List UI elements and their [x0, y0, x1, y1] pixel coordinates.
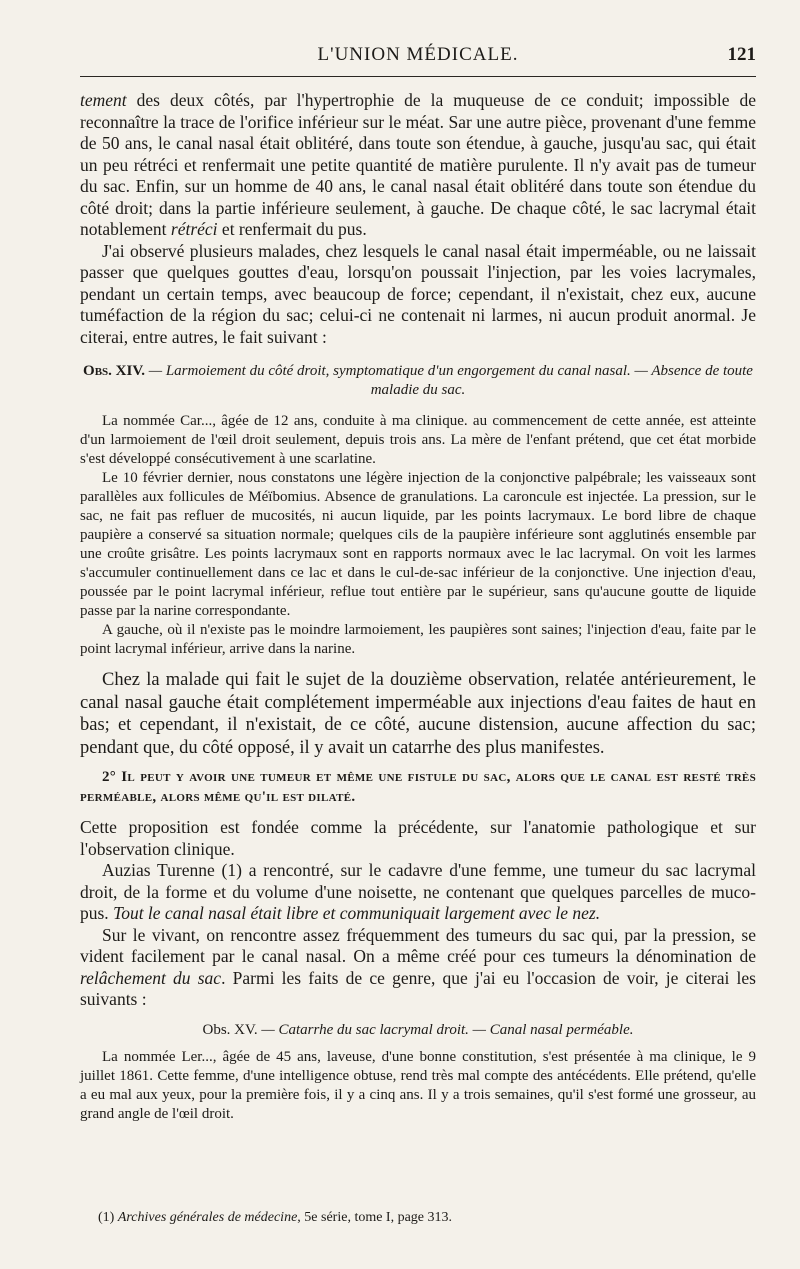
paragraph-4: Cette proposition est fondée comme la précédente, sur l'anatomie pathologique et sur l'observation clinique.	[80, 817, 756, 859]
observation-15-para: La nommée Ler..., âgée de 45 ans, laveuse, d'une bonne constitution, s'est présentée à ma clinique, le 9 juillet 1861. Cette femme, d'une intelligence obtuse, rend très mal compte des antécédents. Elle prétend, qu'elle a eu mal aux yeux, pour la première fois, il y a cinq ans. Il y a trois semaines, qu'il s'est formé une grosseur, au grand angle de l'œil droit.	[80, 1048, 756, 1122]
page-body	[80, 90, 756, 1124]
paragraph-1-tail: et renfermait du pus.	[217, 219, 367, 239]
paragraph-3: Chez la malade qui fait le sujet de la douzième observation, relatée antérieurement, le canal nasal gauche était complétement imperméable aux injections d'eau faites de haut en bas; et cependant, il n'existait, de ce côté, aucune distension, aucune affection du sac; pendant que, du côté opposé, il y avait un catarrhe des plus manifestes.	[80, 670, 756, 758]
paragraph-2: J'ai observé plusieurs malades, chez lesquels le canal nasal était imperméable, ou ne laissait passer que quelques gouttes d'eau, lorsqu'on poussait l'injection, par les voies lacrymales, pendant un certain temps, avec beaucoup de force; cependant, il n'existait, chez eux, aucune tuméfaction de la région du sac; celui-ci ne contenait ni larmes, ni aucun produit anormal. Je citerai, entre autres, le fait suivant :	[80, 240, 756, 347]
page-header	[80, 44, 756, 72]
paragraph-5	[80, 860, 756, 925]
paragraph-6-a: Sur le vivant, on rencontre assez fréquemment des tumeurs du sac qui, par la pression, se vident facilement par le canal nasal. On a même créé pour ces tumeurs la dénomination de	[80, 924, 756, 966]
observation-14-title: — Larmoiement du côté droit, symptomatique d'un engorgement du canal nasal. — Absence de toute maladie du sac.	[144, 363, 753, 398]
observation-14-para-2: Le 10 février dernier, nous constatons une légère injection de la conjonctive palpébrale; les vaisseaux sont parallèles aux follicules de Méïbomius. Absence de granulations. La caroncule est injectée. La pression, sur le sac, ne fait pas refluer de mucosités, ni aucun liquide, par les points lacrymaux. Le bord libre de chaque paupière a conservé sa situation normale; quelques cils de la paupière inférieure sont agglutinés ensemble par une croûte grisâtre. Les points lacrymaux sont en rapports normaux avec le lac lacrymal. On voit les larmes s'accumuler continuellement dans ce lac et dans le cul-de-sac inférieur de la conjonctive. Une injection d'eau, poussée par le point lacrymal inférieur, reflue tout entière par le supérieur, sans qu'aucune goutte de liquide passe par la narine correspondante.	[80, 470, 756, 619]
footnote-mark: (1)	[98, 1210, 118, 1225]
observation-14-para-3: A gauche, où il n'existe pas le moindre larmoiement, les paupières sont saines; l'injection d'eau, faite par le point lacrymal inférieur, arrive dans la narine.	[80, 622, 756, 657]
paragraph-1	[80, 90, 756, 241]
observation-14-heading	[80, 362, 756, 400]
footnote	[98, 1210, 452, 1226]
observation-15-title: — Catarrhe du sac lacrymal droit. — Canal nasal perméable.	[257, 1021, 634, 1038]
paragraph-6-italic: relâchement du sac	[80, 967, 222, 988]
footnote-rest: , 5e série, tome I, page 313.	[297, 1210, 453, 1225]
section-2-heading: 2° Il peut y avoir une tumeur et même une fistule du sac, alors que le canal est resté très perméable, alors même qu'il est dilaté.	[80, 769, 756, 805]
paragraph-6	[80, 925, 756, 1011]
observation-15-label: Obs. XV.	[202, 1021, 258, 1038]
paragraph-1-italic-start: tement	[80, 90, 127, 110]
spacer	[80, 659, 756, 669]
paragraph-1-italic-end: rétréci	[170, 219, 218, 239]
header-rule	[80, 76, 756, 77]
paragraph-5-italic: Tout le canal nasal était libre et communiquait largement avec le nez.	[113, 903, 601, 923]
observation-14-label: Obs. XIV.	[83, 363, 145, 379]
paragraph-1-text: des deux côtés, par l'hypertrophie de la muqueuse de ce conduit; impossible de reconnaître la trace de l'orifice inférieur sur le méat. Sar une autre pièce, provenant d'une femme de 50 ans, le canal nasal était oblitéré, dans toute son étendue, à gauche, jusqu'au sac, qui était un peu rétréci et renfermait une petite quantité de matière purulente. Il n'y avait pas de tumeur du sac. Enfin, sur un homme de 40 ans, le canal nasal était oblitéré dans toute son étendue du côté droit; dans la partie inférieure seulement, à gauche. De chaque côté, le sac lacrymal était notablement	[80, 90, 756, 239]
paragraph-5-text: Auzias Turenne (1) a rencontré, sur le cadavre d'une femme, une tumeur du sac lacrymal droit, de la forme et du volume d'une noisette, ne contenant que quelques parcelles de muco-pus.	[80, 860, 756, 923]
footnote-italic: Archives générales de médecine	[117, 1210, 298, 1225]
observation-14-para-1: La nommée Car..., âgée de 12 ans, conduite à ma clinique. au commencement de cette année, est atteinte d'un larmoiement de l'œil droit seulement, depuis trois ans. La mère de l'enfant prétend, que cet état morbide s'est développé consécutivement à une scarlatine.	[80, 413, 756, 467]
paragraph-6-b: . Parmi les faits de ce genre, que j'ai eu l'occasion de voir, je citerai les suivants :	[80, 967, 756, 1009]
page-number: 121	[727, 44, 756, 65]
observation-15-heading	[80, 1021, 756, 1040]
running-title: L'UNION MÉDICALE.	[317, 44, 519, 65]
